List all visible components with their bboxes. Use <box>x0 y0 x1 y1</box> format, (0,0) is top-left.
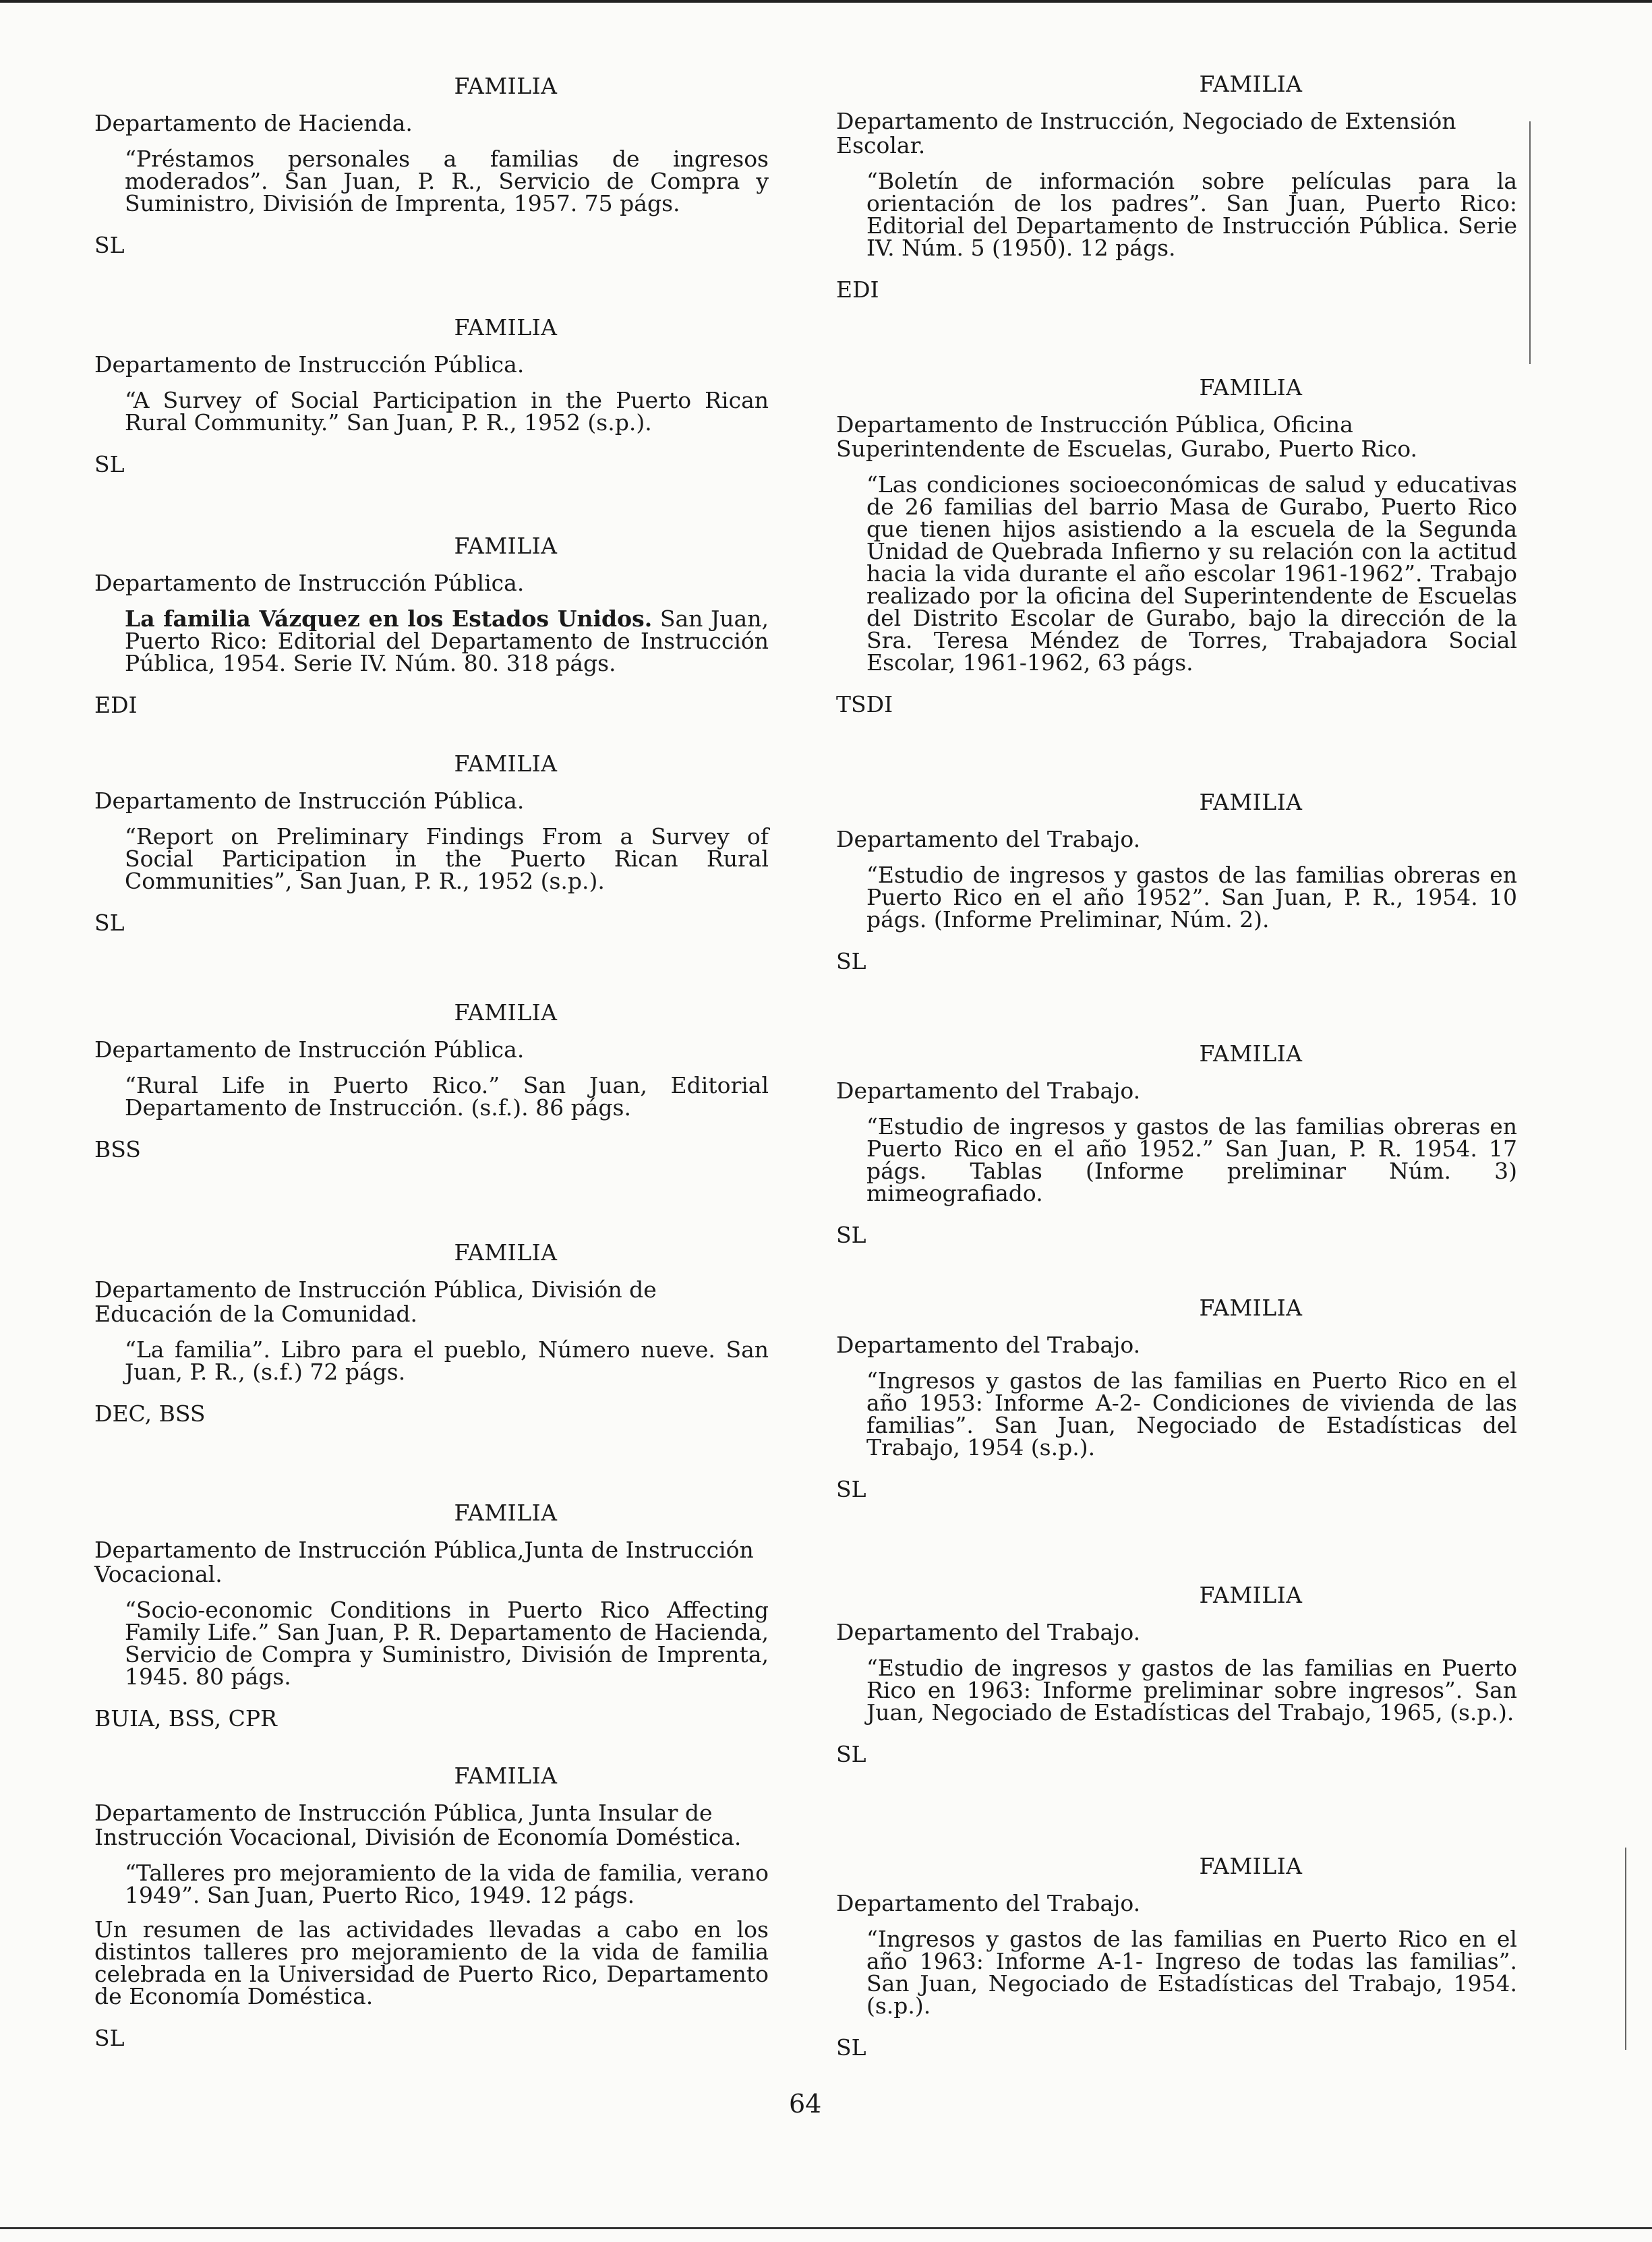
entry-library-code: SL <box>94 910 125 936</box>
entry-title-bold: La familia Vázquez en los Estados Unidos. <box>125 606 653 632</box>
entry-agency: Departamento de Instrucción Pública, Oficina Superintendente de Escuelas, Gurabo, Puerto Rico. <box>836 411 1417 462</box>
entry-agency: Departamento del Trabajo. <box>836 1890 1141 1916</box>
entry-annotation: Un resumen de las actividades llevadas a cabo en los distintos talleres pro mejoramiento de la vida de familia celebrada en la Universidad de Puerto Rico, Departamento de Economía Doméstica. <box>94 1916 769 2009</box>
entry-library-code: BSS <box>94 1136 141 1162</box>
entry-agency: Departamento de Hacienda. <box>94 110 413 136</box>
bibliography-entry <box>94 999 769 1162</box>
entry-heading: FAMILIA <box>454 533 558 559</box>
entry-agency: Departamento de Instrucción Pública. <box>94 570 525 596</box>
bibliography-entry <box>836 789 1517 974</box>
bibliography-entry <box>94 1500 769 1732</box>
bibliography-entry <box>94 1763 769 2051</box>
entry-library-code: SL <box>836 2034 866 2061</box>
entry-heading: FAMILIA <box>1199 71 1303 97</box>
entry-library-code: SL <box>94 232 125 258</box>
bibliography-entry <box>836 374 1517 717</box>
bibliography-entry <box>836 71 1517 303</box>
entry-reference: “Ingresos y gastos de las familias en Puerto Rico en el año 1963: Informe A-1- Ingreso de todas las familias”. San Juan, Negociado de Estadísticas del Trabajo, 1954. (s.p.). <box>866 1926 1517 2019</box>
bibliography-entry <box>94 533 769 718</box>
entry-reference: “Boletín de información sobre películas para la orientación de los padres”. San Juan, Puerto Rico: Editorial del Departamento de Instrucción Pública. Serie IV. Núm. 5 (1950). 12 págs. <box>866 168 1517 261</box>
entry-heading: FAMILIA <box>1199 1582 1303 1608</box>
entry-reference: “Report on Preliminary Findings From a Survey of Social Participation in the Puerto Rican Rural Communities”, San Juan, P. R., 1952 (s.p.). <box>125 823 769 894</box>
entry-reference-rest: San Juan, Puerto Rico: Editorial del Departamento de Instrucción Pública, 1954. Serie IV. Núm. 80. 318 págs. <box>125 606 769 676</box>
entry-agency: Departamento de Instrucción Pública. <box>94 351 525 378</box>
entry-library-code: SL <box>94 451 125 477</box>
entry-reference: “A Survey of Social Participation in the Puerto Rican Rural Community.” San Juan, P. R., 1952 (s.p.). <box>125 387 769 436</box>
entry-reference: “Préstamos personales a familias de ingresos moderados”. San Juan, P. R., Servicio de Compra y Suministro, División de Imprenta, 1957. 75 págs. <box>125 146 769 216</box>
scan-edge-mark <box>1529 121 1531 364</box>
entry-heading: FAMILIA <box>454 750 558 777</box>
entry-agency: Departamento del Trabajo. <box>836 1619 1141 1645</box>
entry-heading: FAMILIA <box>1199 1040 1303 1067</box>
entry-agency: Departamento del Trabajo. <box>836 1078 1141 1104</box>
entry-reference: “Rural Life in Puerto Rico.” San Juan, Editorial Departamento de Instrucción. (s.f.). 86 págs. <box>125 1072 769 1121</box>
entry-library-code: TSDI <box>836 691 893 717</box>
entry-library-code: DEC, BSS <box>94 1400 206 1427</box>
bottom-rule <box>0 2227 1652 2229</box>
bibliography-entry <box>836 1040 1517 1248</box>
entry-reference: “Socio-economic Conditions in Puerto Rico Affecting Family Life.” San Juan, P. R. Departamento de Hacienda, Servicio de Compra y Suministro, División de Imprenta, 1945. 80 págs. <box>125 1597 769 1690</box>
entry-reference: “Estudio de ingresos y gastos de las familias obreras en Puerto Rico en el año 1952.” San Juan, P. R. 1954. 17 págs. Tablas (Informe preliminar Núm. 3) mimeografiado. <box>866 1113 1517 1206</box>
entry-library-code: SL <box>836 1741 866 1767</box>
entry-library-code: EDI <box>836 276 879 303</box>
entry-agency: Departamento de Instrucción Pública, Junta Insular de Instrucción Vocacional, División de Economía Doméstica. <box>94 1800 742 1850</box>
entry-heading: FAMILIA <box>1199 1295 1303 1321</box>
top-rule <box>0 0 1652 3</box>
entry-agency: Departamento de Instrucción Pública. <box>94 1036 525 1063</box>
entry-library-code: SL <box>836 1222 866 1248</box>
entry-reference: “Talleres pro mejoramiento de la vida de familia, verano 1949”. San Juan, Puerto Rico, 1949. 12 págs. <box>125 1860 769 1908</box>
entry-library-code: SL <box>94 2025 125 2051</box>
entry-heading: FAMILIA <box>454 73 558 99</box>
bibliography-entry <box>94 1239 769 1427</box>
entry-heading: FAMILIA <box>454 1763 558 1789</box>
entry-reference: “Estudio de ingresos y gastos de las familias en Puerto Rico en 1963: Informe preliminar sobre ingresos”. San Juan, Negociado de Estadísticas del Trabajo, 1965, (s.p.). <box>866 1655 1517 1725</box>
bibliography-entry <box>836 1853 1517 2061</box>
entry-reference: “Las condiciones socioeconómicas de salud y educativas de 26 familias del barrio Masa de Gurabo, Puerto Rico que tienen hijos asistiendo a la escuela de la Segunda Unidad de Quebrada Infierno y su relación con la actitud hacia la vida durante el año escolar 1961-1962”. Trabajo realizado por la oficina del Superintendente de Escuelas del Distrito Escolar de Gurabo, bajo la dirección de la Sra. Teresa Méndez de Torres, Trabajadora Social Escolar, 1961-1962, 63 págs. <box>866 471 1517 676</box>
bibliography-entry <box>836 1582 1517 1767</box>
entry-agency: Departamento del Trabajo. <box>836 1332 1141 1358</box>
entry-heading: FAMILIA <box>454 1500 558 1526</box>
page-number: 64 <box>789 2089 822 2119</box>
entry-library-code: EDI <box>94 692 138 718</box>
entry-heading: FAMILIA <box>454 1239 558 1266</box>
entry-heading: FAMILIA <box>454 314 558 341</box>
entry-agency: Departamento de Instrucción, Negociado de Extensión Escolar. <box>836 108 1456 158</box>
entry-agency: Departamento de Instrucción Pública. <box>94 788 525 814</box>
entry-reference: “Estudio de ingresos y gastos de las familias obreras en Puerto Rico en el año 1952”. San Juan, P. R., 1954. 10 págs. (Informe Preliminar, Núm. 2). <box>866 862 1517 933</box>
entry-library-code: SL <box>836 948 866 974</box>
entry-agency: Departamento del Trabajo. <box>836 826 1141 852</box>
bibliography-entry <box>836 1295 1517 1502</box>
entry-reference: “La familia”. Libro para el pueblo, Número nueve. San Juan, P. R., (s.f.) 72 págs. <box>125 1336 769 1385</box>
bibliography-entry <box>94 314 769 477</box>
entry-heading: FAMILIA <box>1199 374 1303 401</box>
entry-reference: “Ingresos y gastos de las familias en Puerto Rico en el año 1953: Informe A-2- Condiciones de vivienda de las familias”. San Juan, Negociado de Estadísticas del Trabajo, 1954 (s.p.). <box>866 1367 1517 1461</box>
entry-heading: FAMILIA <box>1199 789 1303 815</box>
entry-reference <box>125 608 769 674</box>
bibliography-entry <box>94 750 769 936</box>
entry-agency: Departamento de Instrucción Pública, División de Educación de la Comunidad. <box>94 1276 657 1327</box>
bibliography-entry <box>94 73 769 258</box>
entry-agency: Departamento de Instrucción Pública,Junta de Instrucción Vocacional. <box>94 1537 754 1587</box>
entry-library-code: SL <box>836 1476 866 1502</box>
scan-edge-mark <box>1625 1848 1626 2050</box>
entry-heading: FAMILIA <box>1199 1853 1303 1879</box>
entry-library-code: BUIA, BSS, CPR <box>94 1705 277 1732</box>
entry-heading: FAMILIA <box>454 999 558 1026</box>
